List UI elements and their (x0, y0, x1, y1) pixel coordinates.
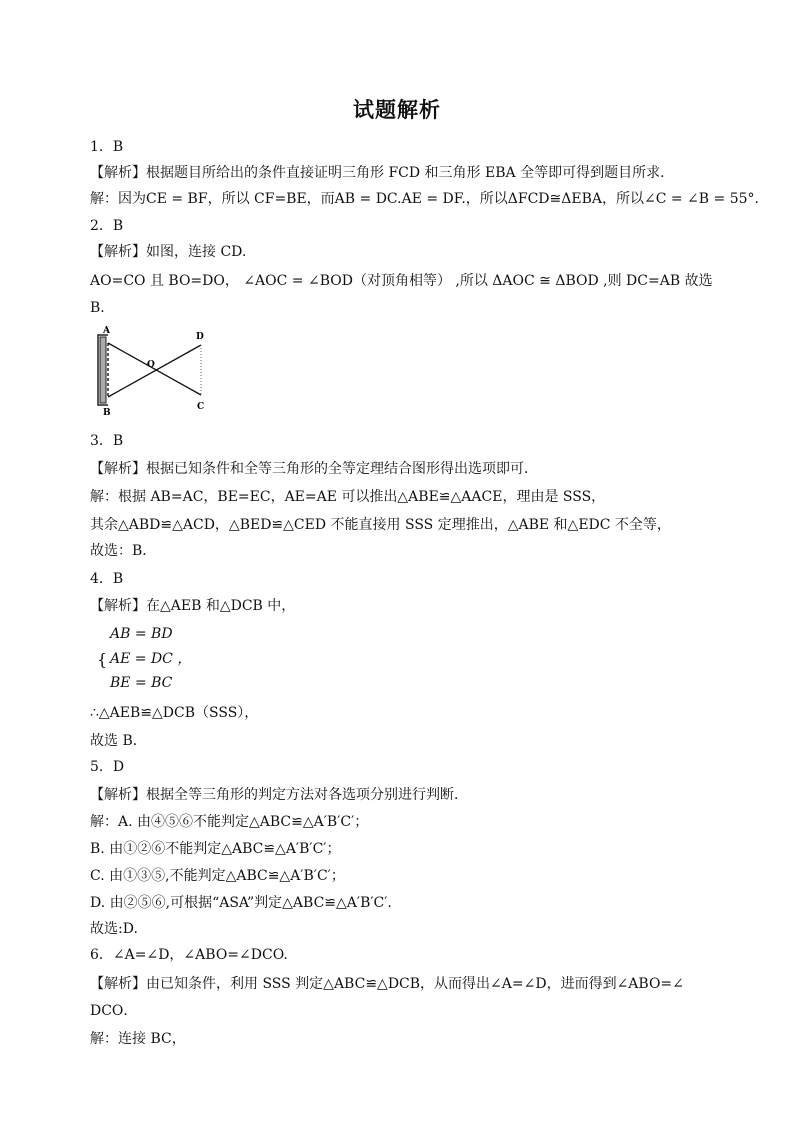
q2-figure (90, 325, 220, 415)
q5-choose: 故选:D. (90, 921, 138, 937)
q6-solution: 解：连接 BC， (90, 1031, 186, 1047)
q4-choose: 故选 B． (90, 733, 147, 749)
q5-option-c: C. 由①③⑤,不能判定△ABC≌△A′B′C′； (90, 868, 345, 884)
q1-solution: 解：因为CE = BF，所以 CF=BE，而AB = DC.AE = DF.，所以ΔFCD≅ΔEBA，所以∠C = ∠B = 55°. (90, 191, 759, 207)
q3-analysis-tag: 【解析】 (90, 461, 146, 477)
q6-analysis-tag: 【解析】 (90, 976, 146, 992)
q5-analysis-tag: 【解析】 (90, 787, 146, 803)
q3-analysis (90, 459, 720, 479)
q2-number: 2．B (90, 218, 124, 234)
q4-eq2: AE = DC ， (110, 651, 192, 667)
q1-analysis-text: 根据题目所给出的条件直接证明三角形 FCD 和三角形 EBA 全等即可得到题目所求. (146, 165, 665, 181)
q1-analysis-tag: 【解析】 (90, 165, 146, 181)
q4-analysis-text: 在△AEB 和△DCB 中， (146, 598, 296, 614)
q6-number: 6．∠A=∠D，∠ABO=∠DCO. (90, 947, 288, 963)
q1-number: 1．B (90, 139, 124, 155)
q3-line2: 其余△ABD≌△ACD，△BED≌△CED 不能直接用 SSS 定理推出，△ABE 和△EDC 不全等， (90, 517, 671, 533)
q3-number: 3．B (90, 433, 124, 449)
q5-option-b: B. 由①②⑥不能判定△ABC≌△A′B′C′； (90, 841, 341, 857)
q4-eq1: AB = BD (110, 626, 173, 642)
q3-line3: 故选：B． (90, 543, 157, 559)
q2-line2: AO=CO 且 BO=DO， ∠AOC = ∠BOD（对顶角相等） ,所以 ΔAOC ≅ ΔBOD ,则 DC=AB 故选 (90, 273, 713, 289)
fig-label-a: A (103, 326, 110, 336)
q4-brace: { (97, 650, 108, 669)
q2-analysis-tag: 【解析】 (90, 244, 146, 260)
fig-label-b: B (103, 408, 111, 415)
q4-number: 4．B (90, 571, 124, 587)
q2-analysis (90, 242, 720, 262)
q3-analysis-text: 根据已知条件和全等三角形的全等定理结合图形得出选项即可． (146, 461, 538, 477)
q5-option-d: D. 由②⑤⑥,可根据“ASA”判定△ABC≌△A′B′C′. (90, 895, 392, 911)
q4-analysis-tag: 【解析】 (90, 598, 146, 614)
q1-analysis (90, 163, 720, 183)
fig-label-d: D (196, 332, 204, 342)
q3-line1: 解：根据 AB=AC，BE=EC，AE=AE 可以推出△ABE≌△AACE，理由是 SSS， (90, 489, 606, 505)
q2-line3: B. (90, 300, 105, 316)
q5-analysis-text: 根据全等三角形的判定方法对各选项分别进行判断． (146, 787, 468, 803)
fig-label-o: O (147, 360, 155, 370)
q4-eq3: BE = BC (110, 675, 173, 691)
q5-analysis (90, 785, 720, 805)
q6-analysis-cont: DCO． (90, 1003, 138, 1019)
q6-analysis-text: 由已知条件，利用 SSS 判定△ABC≌△DCB，从而得出∠A=∠D，进而得到∠ABO=∠ (146, 976, 684, 992)
q2-analysis-text: 如图，连接 CD. (146, 244, 247, 260)
q5-option-a: 解：A. 由④⑤⑥不能判定△ABC≌△A′B′C′； (90, 814, 369, 830)
q6-analysis (90, 974, 720, 994)
page-title: 试题解析 (353, 97, 441, 122)
q4-conclusion: ∴△AEB≌△DCB（SSS）， (90, 705, 259, 721)
q5-number: 5．D (90, 759, 125, 775)
q4-analysis (90, 596, 720, 616)
fig-label-c: C (197, 402, 205, 412)
